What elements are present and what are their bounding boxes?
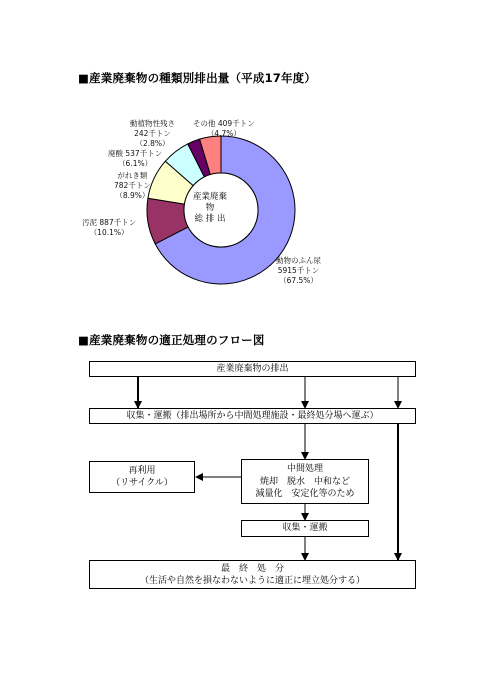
label-other-name: その他 409千トン bbox=[193, 119, 255, 128]
intermediate-methods: 焼却 脱水 中和など bbox=[259, 476, 350, 487]
final-disposal-title: 最 終 処 分 bbox=[220, 564, 284, 574]
intermediate-treatment-box bbox=[241, 459, 369, 504]
label-animal-percent: （67.5%） bbox=[279, 276, 318, 285]
intermediate-purpose: 減量化 安定化等のため bbox=[255, 489, 355, 499]
recycle-subtitle: （リサイクル） bbox=[111, 478, 173, 488]
final-disposal-description: （生活や自然を損なわないように適正に埋立処分する） bbox=[139, 576, 365, 586]
collection-transport-box: 収集・運搬（排出場所から中間処理施設・最終処分場へ運ぶ） bbox=[89, 408, 416, 424]
label-acid-name: 廃酸 537千トン bbox=[108, 149, 163, 158]
label-rubble-name: がれき類 bbox=[117, 171, 148, 180]
discharge-box: 産業廃棄物の排出 bbox=[89, 361, 416, 377]
center-label-line-2: 物 bbox=[205, 203, 215, 213]
label-acid-percent: （6.1%） bbox=[118, 159, 153, 168]
center-label-line-1: 産業廃棄 bbox=[192, 192, 227, 202]
final-disposal-box bbox=[89, 560, 416, 589]
recycle-title: 再利用 bbox=[128, 466, 156, 476]
pie-section-title: ■産業廃棄物の種類別排出量（平成17年度） bbox=[78, 71, 317, 85]
recycle-box bbox=[89, 461, 195, 493]
label-rubble-percent: （8.9%） bbox=[115, 191, 150, 200]
label-residue-value: 242千トン bbox=[134, 129, 171, 138]
collection-transport-2-box: 収集・運搬 bbox=[241, 520, 369, 537]
label-residue-percent: （2.8%） bbox=[135, 139, 170, 148]
center-label-line-3: 総 排 出 bbox=[194, 214, 226, 224]
label-sludge-percent: （10.1%） bbox=[89, 228, 129, 237]
flow-section-title: ■産業廃棄物の適正処理のフロー図 bbox=[78, 333, 265, 347]
intermediate-title: 中間処理 bbox=[286, 464, 323, 474]
label-animal-value: 5915千トン bbox=[277, 266, 320, 275]
label-sludge-name: 汚泥 887千トン bbox=[82, 218, 137, 227]
label-animal-name: 動物のふん尿 bbox=[276, 256, 321, 265]
label-other-percent: （4.7%） bbox=[206, 129, 241, 138]
label-rubble-value: 782千トン bbox=[114, 181, 151, 190]
label-residue-name: 動植物性残さ bbox=[130, 119, 175, 128]
